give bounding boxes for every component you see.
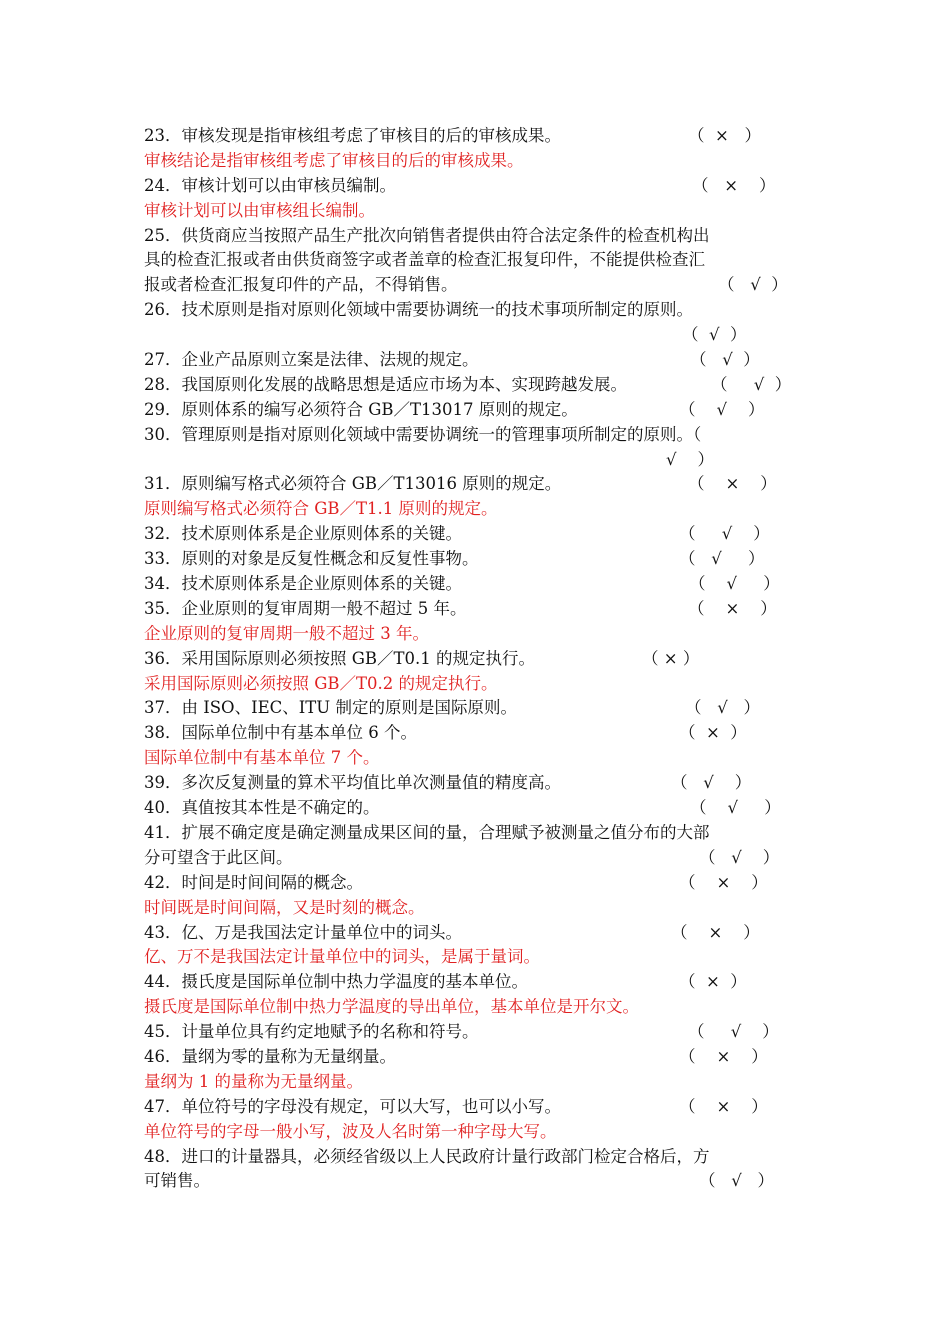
question-text: 分可望含于此区间。: [144, 847, 293, 867]
question-line: [144, 572, 810, 597]
question-line: [144, 423, 810, 448]
question-line: [144, 448, 810, 473]
question-text: 39．多次反复测量的算术平均值比单次测量值的精度高。: [144, 773, 561, 793]
answer-mark: （ × ）: [642, 648, 700, 668]
question-line: [144, 547, 810, 572]
correction-text: 原则编写格式必须符合 GB／T1.1 原则的规定。: [144, 499, 498, 519]
question-text: 28．我国原则化发展的战略思想是适应市场为本、实现跨越发展。: [144, 374, 627, 394]
question-text: 报或者检查汇报复印件的产品，不得销售。: [144, 275, 458, 295]
answer-mark: （ √ ）: [699, 1171, 774, 1191]
correction-line: [144, 896, 810, 921]
answer-mark: （ × ）: [688, 126, 762, 145]
question-line: [144, 124, 810, 149]
question-line: [144, 921, 810, 946]
answer-mark: （ × ）: [679, 723, 747, 743]
correction-text: 单位符号的字母一般小写，波及人名时第一种字母大写。: [144, 1121, 557, 1141]
answer-mark: （ × ）: [688, 598, 777, 618]
answer-mark: （ √ ）: [690, 798, 781, 818]
answer-mark: （ √ ）: [671, 773, 752, 793]
question-line: [144, 1020, 810, 1045]
correction-text: 采用国际原则必须按照 GB／T0.2 的规定执行。: [144, 673, 498, 693]
answer-mark: （ √ ）: [689, 574, 780, 594]
question-text: 具的检查汇报或者由供货商签字或者盖章的检查汇报复印件，不能提供检查汇: [144, 250, 705, 270]
answer-mark: （ × ）: [679, 872, 768, 892]
answer-mark: （ √ ）: [699, 847, 780, 867]
question-text: 41．扩展不确定度是确定测量成果区间的量，合理赋予被测量之值分布的大部: [144, 822, 710, 842]
question-line: [144, 248, 810, 273]
question-line: [144, 323, 810, 348]
answer-mark: （ √ ）: [679, 524, 770, 544]
correction-line: [144, 1120, 810, 1145]
question-text: 36．采用国际原则必须按照 GB／T0.1 的规定执行。: [144, 648, 536, 668]
question-line: [144, 298, 810, 323]
question-line: [144, 597, 810, 622]
question-line: [144, 1095, 810, 1120]
question-text: 26．技术原则是指对原则化领域中需要协调统一的技术事项所制定的原则。: [144, 300, 693, 320]
question-line: [144, 846, 810, 871]
correction-line: [144, 945, 810, 970]
answer-mark: （ √ ）: [679, 549, 765, 569]
question-text: 45．计量单位具有约定地赋予的名称和符号。: [144, 1022, 479, 1042]
answer-mark: （ √ ）: [685, 698, 760, 718]
question-line: [144, 871, 810, 896]
question-line: [144, 273, 810, 298]
question-line: [144, 796, 810, 821]
question-text: 32．技术原则体系是企业原则体系的关键。: [144, 524, 462, 544]
question-text: 47．单位符号的字母没有规定，可以大写，也可以小写。: [144, 1096, 561, 1116]
question-line: [144, 1145, 810, 1170]
correction-line: [144, 995, 810, 1020]
question-text: 30．管理原则是指对原则化领域中需要协调统一的管理事项所制定的原则。（: [144, 424, 702, 444]
correction-text: 国际单位制中有基本单位 7 个。: [144, 748, 380, 768]
question-line: [144, 174, 810, 199]
answer-mark: （ × ）: [692, 175, 776, 195]
correction-line: [144, 746, 810, 771]
question-line: [144, 522, 810, 547]
question-text: 37．由 ISO、IEC、ITU 制定的原则是国际原则。: [144, 698, 517, 718]
answer-mark: √ ）: [666, 449, 714, 469]
question-text: 42．时间是时间间隔的概念。: [144, 872, 363, 892]
answer-mark: （ √ ）: [711, 374, 792, 394]
correction-line: [144, 672, 810, 697]
question-list: [144, 124, 810, 1194]
answer-mark: （ √ ）: [690, 350, 760, 370]
question-line: [144, 970, 810, 995]
question-line: [144, 224, 810, 249]
question-line: [144, 1169, 810, 1194]
question-text: 33．原则的对象是反复性概念和反复性事物。: [144, 549, 479, 569]
correction-line: [144, 199, 810, 224]
correction-text: 审核结论是指审核组考虑了审核目的后的审核成果。: [144, 150, 524, 170]
correction-text: 时间既是时间间隔，又是时刻的概念。: [144, 897, 425, 917]
answer-mark: （ √ ）: [688, 1022, 779, 1042]
question-text: 24．审核计划可以由审核员编制。: [144, 175, 396, 195]
question-text: 38．国际单位制中有基本单位 6 个。: [144, 723, 417, 743]
question-text: 43．亿、万是我国法定计量单位中的词头。: [144, 922, 462, 942]
question-text: 31．原则编写格式必须符合 GB／T13016 原则的规定。: [144, 474, 562, 494]
answer-mark: （ × ）: [679, 1096, 768, 1116]
question-line: [144, 1045, 810, 1070]
correction-line: [144, 1070, 810, 1095]
answer-mark: （ × ）: [679, 1046, 768, 1066]
question-text: 40．真值按其本性是不确定的。: [144, 798, 380, 818]
question-line: [144, 821, 810, 846]
answer-mark: （ × ）: [671, 922, 760, 942]
question-text: 35．企业原则的复审周期一般不超过 5 年。: [144, 598, 467, 618]
question-text: 46．量纲为零的量称为无量纲量。: [144, 1046, 396, 1066]
question-line: [144, 721, 810, 746]
question-text: 48．进口的计量器具，必须经省级以上人民政府计量行政部门检定合格后，方: [144, 1146, 710, 1166]
question-line: [144, 771, 810, 796]
question-text: 44．摄氏度是国际单位制中热力学温度的基本单位。: [144, 972, 528, 992]
question-line: [144, 696, 810, 721]
correction-text: 审核计划可以由审核组长编制。: [144, 200, 375, 220]
correction-text: 量纲为 1 的量称为无量纲量。: [144, 1071, 363, 1091]
answer-mark: （ √ ）: [682, 325, 747, 345]
question-text: 29．原则体系的编写必须符合 GB／T13017 原则的规定。: [144, 399, 578, 419]
correction-line: [144, 622, 810, 647]
question-line: [144, 647, 810, 672]
question-line: [144, 373, 810, 398]
question-text: 可销售。: [144, 1171, 210, 1191]
answer-mark: （ × ）: [688, 474, 777, 494]
question-text: 27．企业产品原则立案是法律、法规的规定。: [144, 350, 479, 370]
answer-mark: （ × ）: [679, 972, 747, 992]
answer-mark: （ √ ）: [679, 399, 765, 419]
question-line: [144, 472, 810, 497]
question-line: [144, 398, 810, 423]
question-text: 25．供货商应当按照产品生产批次向销售者提供由符合法定条件的检查机构出: [144, 225, 710, 245]
answer-mark: （ √ ）: [718, 275, 788, 295]
question-text: 23．审核发现是指审核组考虑了审核目的后的审核成果。: [144, 126, 561, 145]
correction-text: 企业原则的复审周期一般不超过 3 年。: [144, 623, 429, 643]
question-line: [144, 348, 810, 373]
correction-text: 亿、万不是我国法定计量单位中的词头，是属于量词。: [144, 947, 540, 967]
correction-line: [144, 497, 810, 522]
correction-line: [144, 149, 810, 174]
question-text: 34．技术原则体系是企业原则体系的关键。: [144, 574, 462, 594]
correction-text: 摄氏度是国际单位制中热力学温度的导出单位，基本单位是开尔文。: [144, 997, 639, 1017]
